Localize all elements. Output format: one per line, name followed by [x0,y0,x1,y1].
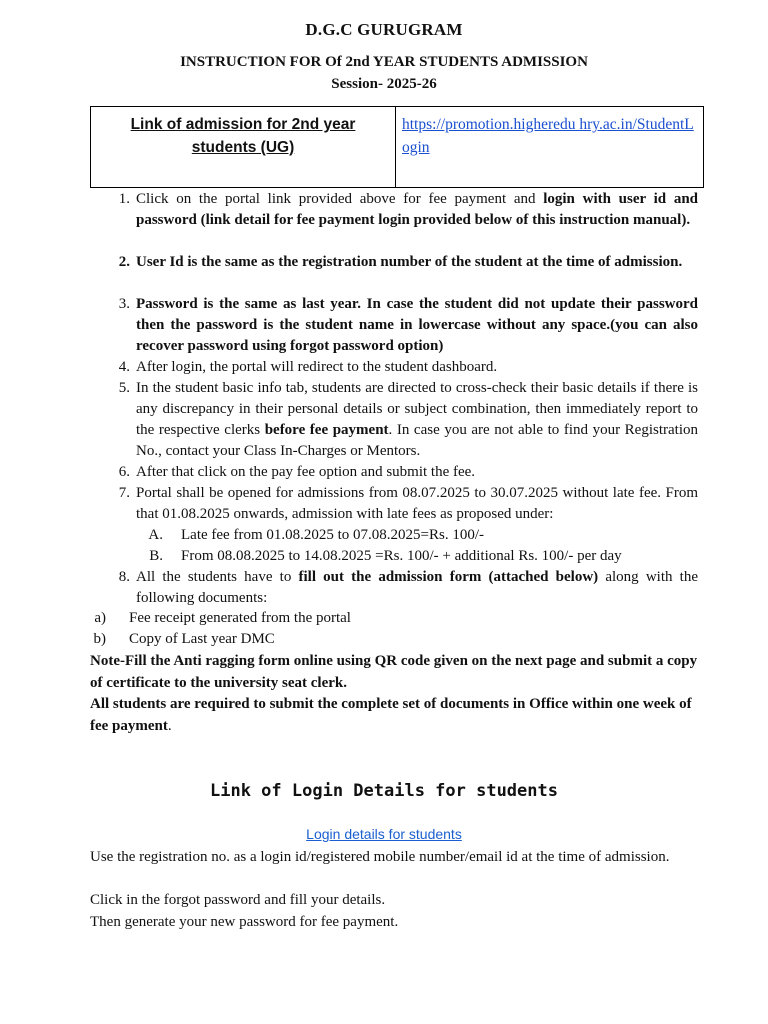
item-number: 1. [118,191,130,207]
item-number: a) [94,610,106,626]
item-text: Click on the portal link provided above for fee payment and [136,191,544,207]
anti-ragging-note: Note-Fill the Anti ragging form online using QR code given on the next page and submit a copy of certificate to the university seat clerk. [90,653,698,691]
item-number: A. [148,527,163,543]
item-text-bold: User Id is the same as the registration number of the student at the time of admission. [136,254,683,270]
item-text: Fee receipt generated from the portal [129,610,351,626]
item-number: B. [149,548,163,564]
item-number: 3. [118,296,130,312]
documents-note-end: . [167,718,172,734]
page-title: D.G.C GURUGRAM [305,20,463,39]
item-number: 2. [118,254,130,270]
item-text: In the student basic info tab, students are directed to cross-check their basic details if there is any discrepancy in their personal details or subject combination, then immediately report to the respective clerks [136,380,698,438]
login-details-link[interactable]: Login details for students [306,826,462,842]
documents-note [90,693,700,737]
session-label: Session- 2025-26 [331,76,437,92]
item-number: 4. [118,359,130,375]
login-section-title: Link of Login Details for students [210,781,558,801]
item-text: Late fee from 01.08.2025 to 07.08.2025=Rs. 100/- [181,527,484,543]
admission-link-label: Link of admission for 2nd year students (UG) [91,107,396,188]
item-text: All the students have to [136,569,299,585]
item-text: From 08.08.2025 to 14.08.2025 =Rs. 100/- + additional Rs. 100/- per day [181,548,622,564]
page-subtitle: INSTRUCTION FOR Of 2nd YEAR STUDENTS ADMISSION [180,54,588,70]
login-instruction-2: Click in the forgot password and fill your details. [90,892,386,908]
item-text-bold: before fee payment [264,422,389,438]
admission-link-table [90,106,704,188]
item-text-bold: login with user id and password (link detail for fee payment login provided below of this instruction manual). [136,191,698,228]
item-text: along with the following documents: [136,569,698,606]
item-text-bold: Password is the same as last year. In case the student did not update their password then the password is the student name in lowercase without any space.(you can also recover password using forgot password option) [136,296,698,354]
item-text: After that click on the pay fee option and submit the fee. [136,464,476,480]
item-number: 7. [118,485,130,501]
item-text: After login, the portal will redirect to the student dashboard. [136,359,498,375]
item-text: Portal shall be opened for admissions from 08.07.2025 to 30.07.2025 without late fee. From that 01.08.2025 onwards, admission with late fees as proposed under: [136,485,698,522]
item-text-bold: fill out the admission form (attached below) [298,569,599,585]
login-instruction-3: Then generate your new password for fee payment. [90,914,399,930]
documents-note-text: All students are required to submit the complete set of documents in Office within one week of fee payment [90,696,692,734]
login-instruction-1: Use the registration no. as a login id/registered mobile number/email id at the time of admission. [90,849,670,865]
item-text: Copy of Last year DMC [129,631,275,647]
item-number: 8. [118,569,130,585]
admission-portal-link[interactable]: https://promotion.higheredu hry.ac.in/StudentLogin [402,116,694,156]
item-number: 5. [118,380,130,396]
item-number: b) [93,631,106,647]
item-text: . In case you are not able to find your Registration No., contact your Class In-Charges or Mentors. [136,422,698,459]
item-number: 6. [118,464,130,480]
